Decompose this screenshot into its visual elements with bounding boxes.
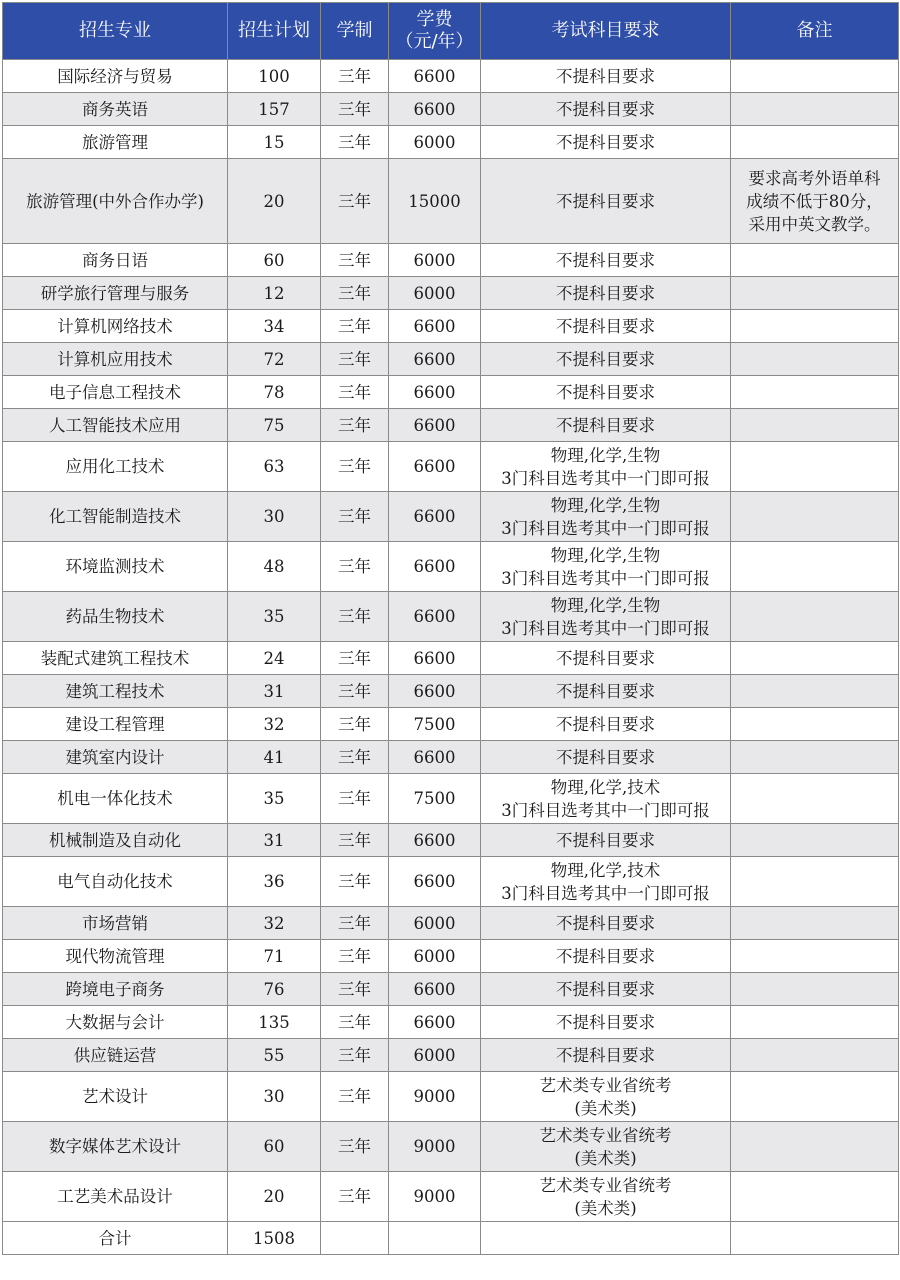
subject-requirement-cell xyxy=(481,310,731,343)
fee-cell: 6000 xyxy=(389,1039,481,1072)
major-cell: 药品生物技术 xyxy=(3,592,228,642)
subject-requirement-cell xyxy=(481,907,731,940)
table-row xyxy=(3,1039,899,1072)
enrollment-table xyxy=(2,2,899,1255)
subject-requirement-line: 3门科目选考其中一门即可报 xyxy=(501,518,710,538)
total-row xyxy=(3,1222,899,1255)
plan-cell: 157 xyxy=(228,93,321,126)
subject-requirement-line: 物理,化学,技术 xyxy=(550,777,661,797)
total-plan: 1508 xyxy=(228,1222,321,1255)
duration-cell: 三年 xyxy=(321,1039,389,1072)
remarks-cell xyxy=(731,409,899,442)
subject-requirement-line: 物理,化学,生物 xyxy=(550,445,661,465)
major-cell: 市场营销 xyxy=(3,907,228,940)
remarks-cell xyxy=(731,774,899,824)
plan-cell: 35 xyxy=(228,592,321,642)
remarks-cell xyxy=(731,708,899,741)
plan-cell: 12 xyxy=(228,277,321,310)
plan-cell: 35 xyxy=(228,774,321,824)
major-cell: 电子信息工程技术 xyxy=(3,376,228,409)
remarks-cell xyxy=(731,592,899,642)
duration-cell: 三年 xyxy=(321,492,389,542)
subject-requirement-line: 不提科目要求 xyxy=(556,382,655,402)
fee-cell: 6000 xyxy=(389,940,481,973)
subject-requirement-line: 不提科目要求 xyxy=(556,913,655,933)
subject-requirement-cell xyxy=(481,940,731,973)
remarks-cell xyxy=(731,907,899,940)
duration-cell: 三年 xyxy=(321,343,389,376)
fee-cell: 6000 xyxy=(389,244,481,277)
duration-cell: 三年 xyxy=(321,1122,389,1172)
fee-cell: 6600 xyxy=(389,857,481,907)
duration-cell: 三年 xyxy=(321,310,389,343)
subject-requirement-line: 不提科目要求 xyxy=(556,283,655,303)
header-remarks: 备注 xyxy=(731,3,899,60)
remarks-cell xyxy=(731,60,899,93)
subject-requirement-line: 不提科目要求 xyxy=(556,830,655,850)
major-cell: 建筑工程技术 xyxy=(3,675,228,708)
subject-requirement-cell xyxy=(481,1072,731,1122)
table-row xyxy=(3,343,899,376)
remarks-line: 采用中英文教学。 xyxy=(748,214,881,234)
subject-requirement-line: 艺术类专业省统考 xyxy=(539,1175,672,1195)
subject-requirement-line: 不提科目要求 xyxy=(556,99,655,119)
plan-cell: 48 xyxy=(228,542,321,592)
remarks-line: 要求高考外语单科 xyxy=(748,168,881,188)
subject-requirement-cell xyxy=(481,1172,731,1222)
plan-cell: 60 xyxy=(228,244,321,277)
subject-requirement-cell xyxy=(481,708,731,741)
duration-cell: 三年 xyxy=(321,940,389,973)
subject-requirement-cell xyxy=(481,409,731,442)
table-row xyxy=(3,1072,899,1122)
table-row xyxy=(3,940,899,973)
major-cell: 数字媒体艺术设计 xyxy=(3,1122,228,1172)
table-row xyxy=(3,1122,899,1172)
subject-requirement-cell xyxy=(481,642,731,675)
fee-cell: 15000 xyxy=(389,159,481,244)
header-duration: 学制 xyxy=(321,3,389,60)
duration-cell: 三年 xyxy=(321,376,389,409)
subject-requirement-line: 不提科目要求 xyxy=(556,1012,655,1032)
fee-cell: 9000 xyxy=(389,1172,481,1222)
remarks-line: 成绩不低于80分， xyxy=(746,191,883,211)
fee-cell: 6600 xyxy=(389,492,481,542)
subject-requirement-cell xyxy=(481,675,731,708)
subject-requirement-cell xyxy=(481,973,731,1006)
table-row xyxy=(3,442,899,492)
table-row xyxy=(3,310,899,343)
duration-cell: 三年 xyxy=(321,824,389,857)
header-fee xyxy=(389,3,481,60)
total-empty-cell xyxy=(389,1222,481,1255)
duration-cell: 三年 xyxy=(321,708,389,741)
subject-requirement-line: 物理,化学,技术 xyxy=(550,860,661,880)
duration-cell: 三年 xyxy=(321,277,389,310)
table-row xyxy=(3,376,899,409)
subject-requirement-line: 不提科目要求 xyxy=(556,1045,655,1065)
header-fee-line1: 学费 xyxy=(416,9,453,30)
plan-cell: 30 xyxy=(228,1072,321,1122)
plan-cell: 30 xyxy=(228,492,321,542)
subject-requirement-line: 物理,化学,生物 xyxy=(550,495,661,515)
subject-requirement-line: 不提科目要求 xyxy=(556,747,655,767)
duration-cell: 三年 xyxy=(321,1172,389,1222)
table-row xyxy=(3,675,899,708)
remarks-cell xyxy=(731,675,899,708)
subject-requirement-line: 不提科目要求 xyxy=(556,132,655,152)
subject-requirement-line: 不提科目要求 xyxy=(556,714,655,734)
duration-cell: 三年 xyxy=(321,442,389,492)
major-cell: 供应链运营 xyxy=(3,1039,228,1072)
subject-requirement-line: 3门科目选考其中一门即可报 xyxy=(501,800,710,820)
subject-requirement-line: 艺术类专业省统考 xyxy=(539,1125,672,1145)
fee-cell: 6600 xyxy=(389,93,481,126)
plan-cell: 32 xyxy=(228,907,321,940)
duration-cell: 三年 xyxy=(321,857,389,907)
total-empty-cell xyxy=(481,1222,731,1255)
plan-cell: 24 xyxy=(228,642,321,675)
plan-cell: 71 xyxy=(228,940,321,973)
major-cell: 电气自动化技术 xyxy=(3,857,228,907)
major-cell: 商务日语 xyxy=(3,244,228,277)
table-row xyxy=(3,824,899,857)
table-row xyxy=(3,409,899,442)
table-row xyxy=(3,774,899,824)
remarks-cell xyxy=(731,741,899,774)
subject-requirement-cell xyxy=(481,343,731,376)
remarks-cell xyxy=(731,973,899,1006)
duration-cell: 三年 xyxy=(321,159,389,244)
remarks-cell xyxy=(731,492,899,542)
fee-cell: 7500 xyxy=(389,708,481,741)
subject-requirement-cell xyxy=(481,492,731,542)
subject-requirement-line: 不提科目要求 xyxy=(556,946,655,966)
plan-cell: 76 xyxy=(228,973,321,1006)
header-row xyxy=(3,3,899,60)
duration-cell: 三年 xyxy=(321,774,389,824)
subject-requirement-line: 不提科目要求 xyxy=(556,250,655,270)
remarks-cell xyxy=(731,642,899,675)
major-cell: 计算机网络技术 xyxy=(3,310,228,343)
remarks-cell xyxy=(731,442,899,492)
subject-requirement-line: 物理,化学,生物 xyxy=(550,595,661,615)
duration-cell: 三年 xyxy=(321,244,389,277)
subject-requirement-line: (美术类) xyxy=(574,1198,637,1218)
fee-cell: 6000 xyxy=(389,907,481,940)
table-row xyxy=(3,159,899,244)
plan-cell: 31 xyxy=(228,824,321,857)
duration-cell: 三年 xyxy=(321,642,389,675)
table-row xyxy=(3,741,899,774)
table-row xyxy=(3,1172,899,1222)
subject-requirement-cell xyxy=(481,1039,731,1072)
subject-requirement-cell xyxy=(481,1122,731,1172)
subject-requirement-cell xyxy=(481,741,731,774)
remarks-cell xyxy=(731,857,899,907)
fee-cell: 6000 xyxy=(389,277,481,310)
fee-cell: 6600 xyxy=(389,592,481,642)
total-empty-cell xyxy=(321,1222,389,1255)
subject-requirement-line: 不提科目要求 xyxy=(556,648,655,668)
subject-requirement-line: (美术类) xyxy=(574,1098,637,1118)
subject-requirement-cell xyxy=(481,1006,731,1039)
subject-requirement-cell xyxy=(481,244,731,277)
major-cell: 现代物流管理 xyxy=(3,940,228,973)
table-row xyxy=(3,542,899,592)
plan-cell: 55 xyxy=(228,1039,321,1072)
subject-requirement-cell xyxy=(481,159,731,244)
major-cell: 人工智能技术应用 xyxy=(3,409,228,442)
header-major: 招生专业 xyxy=(3,3,228,60)
duration-cell: 三年 xyxy=(321,592,389,642)
plan-cell: 15 xyxy=(228,126,321,159)
major-cell: 应用化工技术 xyxy=(3,442,228,492)
duration-cell: 三年 xyxy=(321,675,389,708)
table-row xyxy=(3,244,899,277)
major-cell: 艺术设计 xyxy=(3,1072,228,1122)
subject-requirement-line: 不提科目要求 xyxy=(556,316,655,336)
plan-cell: 34 xyxy=(228,310,321,343)
table-row xyxy=(3,492,899,542)
plan-cell: 31 xyxy=(228,675,321,708)
subject-requirement-cell xyxy=(481,442,731,492)
remarks-cell xyxy=(731,824,899,857)
major-cell: 国际经济与贸易 xyxy=(3,60,228,93)
remarks-cell xyxy=(731,1072,899,1122)
subject-requirement-cell xyxy=(481,60,731,93)
major-cell: 商务英语 xyxy=(3,93,228,126)
subject-requirement-line: 3门科目选考其中一门即可报 xyxy=(501,883,710,903)
table-row xyxy=(3,592,899,642)
subject-requirement-line: 物理,化学,生物 xyxy=(550,545,661,565)
remarks-cell xyxy=(731,1006,899,1039)
remarks-cell xyxy=(731,1039,899,1072)
header-fee-line2: （元/年） xyxy=(395,31,474,52)
fee-cell: 6600 xyxy=(389,310,481,343)
subject-requirement-line: 不提科目要求 xyxy=(556,681,655,701)
plan-cell: 72 xyxy=(228,343,321,376)
remarks-cell xyxy=(731,277,899,310)
plan-cell: 20 xyxy=(228,159,321,244)
subject-requirement-line: 不提科目要求 xyxy=(556,66,655,86)
major-cell: 机械制造及自动化 xyxy=(3,824,228,857)
subject-requirement-cell xyxy=(481,376,731,409)
major-cell: 工艺美术品设计 xyxy=(3,1172,228,1222)
subject-requirement-line: 3门科目选考其中一门即可报 xyxy=(501,468,710,488)
major-cell: 大数据与会计 xyxy=(3,1006,228,1039)
major-cell: 建设工程管理 xyxy=(3,708,228,741)
subject-requirement-line: 不提科目要求 xyxy=(556,349,655,369)
subject-requirement-line: 3门科目选考其中一门即可报 xyxy=(501,568,710,588)
remarks-cell xyxy=(731,1172,899,1222)
fee-cell: 6600 xyxy=(389,60,481,93)
table-body xyxy=(3,60,899,1222)
plan-cell: 32 xyxy=(228,708,321,741)
plan-cell: 100 xyxy=(228,60,321,93)
major-cell: 环境监测技术 xyxy=(3,542,228,592)
duration-cell: 三年 xyxy=(321,907,389,940)
table-row xyxy=(3,1006,899,1039)
major-cell: 建筑室内设计 xyxy=(3,741,228,774)
header-plan: 招生计划 xyxy=(228,3,321,60)
table-row xyxy=(3,857,899,907)
fee-cell: 6600 xyxy=(389,973,481,1006)
duration-cell: 三年 xyxy=(321,741,389,774)
duration-cell: 三年 xyxy=(321,542,389,592)
plan-cell: 75 xyxy=(228,409,321,442)
major-cell: 机电一体化技术 xyxy=(3,774,228,824)
duration-cell: 三年 xyxy=(321,409,389,442)
subject-requirement-line: 不提科目要求 xyxy=(556,415,655,435)
total-empty-cell xyxy=(731,1222,899,1255)
duration-cell: 三年 xyxy=(321,126,389,159)
major-cell: 研学旅行管理与服务 xyxy=(3,277,228,310)
remarks-cell xyxy=(731,940,899,973)
total-label: 合计 xyxy=(3,1222,228,1255)
major-cell: 计算机应用技术 xyxy=(3,343,228,376)
subject-requirement-cell xyxy=(481,93,731,126)
fee-cell: 9000 xyxy=(389,1122,481,1172)
fee-cell: 6600 xyxy=(389,1006,481,1039)
fee-cell: 6600 xyxy=(389,642,481,675)
duration-cell: 三年 xyxy=(321,1006,389,1039)
remarks-cell xyxy=(731,159,899,244)
fee-cell: 6600 xyxy=(389,442,481,492)
duration-cell: 三年 xyxy=(321,973,389,1006)
table-row xyxy=(3,708,899,741)
table-row xyxy=(3,277,899,310)
subject-requirement-cell xyxy=(481,824,731,857)
duration-cell: 三年 xyxy=(321,93,389,126)
fee-cell: 6600 xyxy=(389,376,481,409)
major-cell: 化工智能制造技术 xyxy=(3,492,228,542)
remarks-cell xyxy=(731,244,899,277)
fee-cell: 6600 xyxy=(389,741,481,774)
duration-cell: 三年 xyxy=(321,1072,389,1122)
major-cell: 旅游管理(中外合作办学) xyxy=(3,159,228,244)
table-row xyxy=(3,93,899,126)
subject-requirement-line: 不提科目要求 xyxy=(556,979,655,999)
fee-cell: 6000 xyxy=(389,126,481,159)
fee-cell: 6600 xyxy=(389,542,481,592)
table-row xyxy=(3,642,899,675)
remarks-cell xyxy=(731,343,899,376)
table-row xyxy=(3,126,899,159)
plan-cell: 20 xyxy=(228,1172,321,1222)
fee-cell: 6600 xyxy=(389,675,481,708)
remarks-cell xyxy=(731,376,899,409)
fee-cell: 7500 xyxy=(389,774,481,824)
remarks-cell xyxy=(731,1122,899,1172)
remarks-cell xyxy=(731,126,899,159)
table-row xyxy=(3,973,899,1006)
subject-requirement-cell xyxy=(481,857,731,907)
fee-cell: 6600 xyxy=(389,409,481,442)
subject-requirement-line: 3门科目选考其中一门即可报 xyxy=(501,618,710,638)
subject-requirement-line: 艺术类专业省统考 xyxy=(539,1075,672,1095)
subject-requirement-cell xyxy=(481,277,731,310)
remarks-cell xyxy=(731,542,899,592)
subject-requirement-cell xyxy=(481,774,731,824)
remarks-cell xyxy=(731,93,899,126)
plan-cell: 135 xyxy=(228,1006,321,1039)
major-cell: 装配式建筑工程技术 xyxy=(3,642,228,675)
plan-cell: 36 xyxy=(228,857,321,907)
fee-cell: 6600 xyxy=(389,824,481,857)
subject-requirement-cell xyxy=(481,592,731,642)
major-cell: 跨境电子商务 xyxy=(3,973,228,1006)
table-row xyxy=(3,60,899,93)
major-cell: 旅游管理 xyxy=(3,126,228,159)
fee-cell: 6600 xyxy=(389,343,481,376)
remarks-cell xyxy=(731,310,899,343)
plan-cell: 60 xyxy=(228,1122,321,1172)
plan-cell: 41 xyxy=(228,741,321,774)
header-subjects: 考试科目要求 xyxy=(481,3,731,60)
subject-requirement-line: (美术类) xyxy=(574,1148,637,1168)
plan-cell: 63 xyxy=(228,442,321,492)
subject-requirement-line: 不提科目要求 xyxy=(556,191,655,211)
duration-cell: 三年 xyxy=(321,60,389,93)
plan-cell: 78 xyxy=(228,376,321,409)
table-row xyxy=(3,907,899,940)
fee-cell: 9000 xyxy=(389,1072,481,1122)
subject-requirement-cell xyxy=(481,126,731,159)
subject-requirement-cell xyxy=(481,542,731,592)
